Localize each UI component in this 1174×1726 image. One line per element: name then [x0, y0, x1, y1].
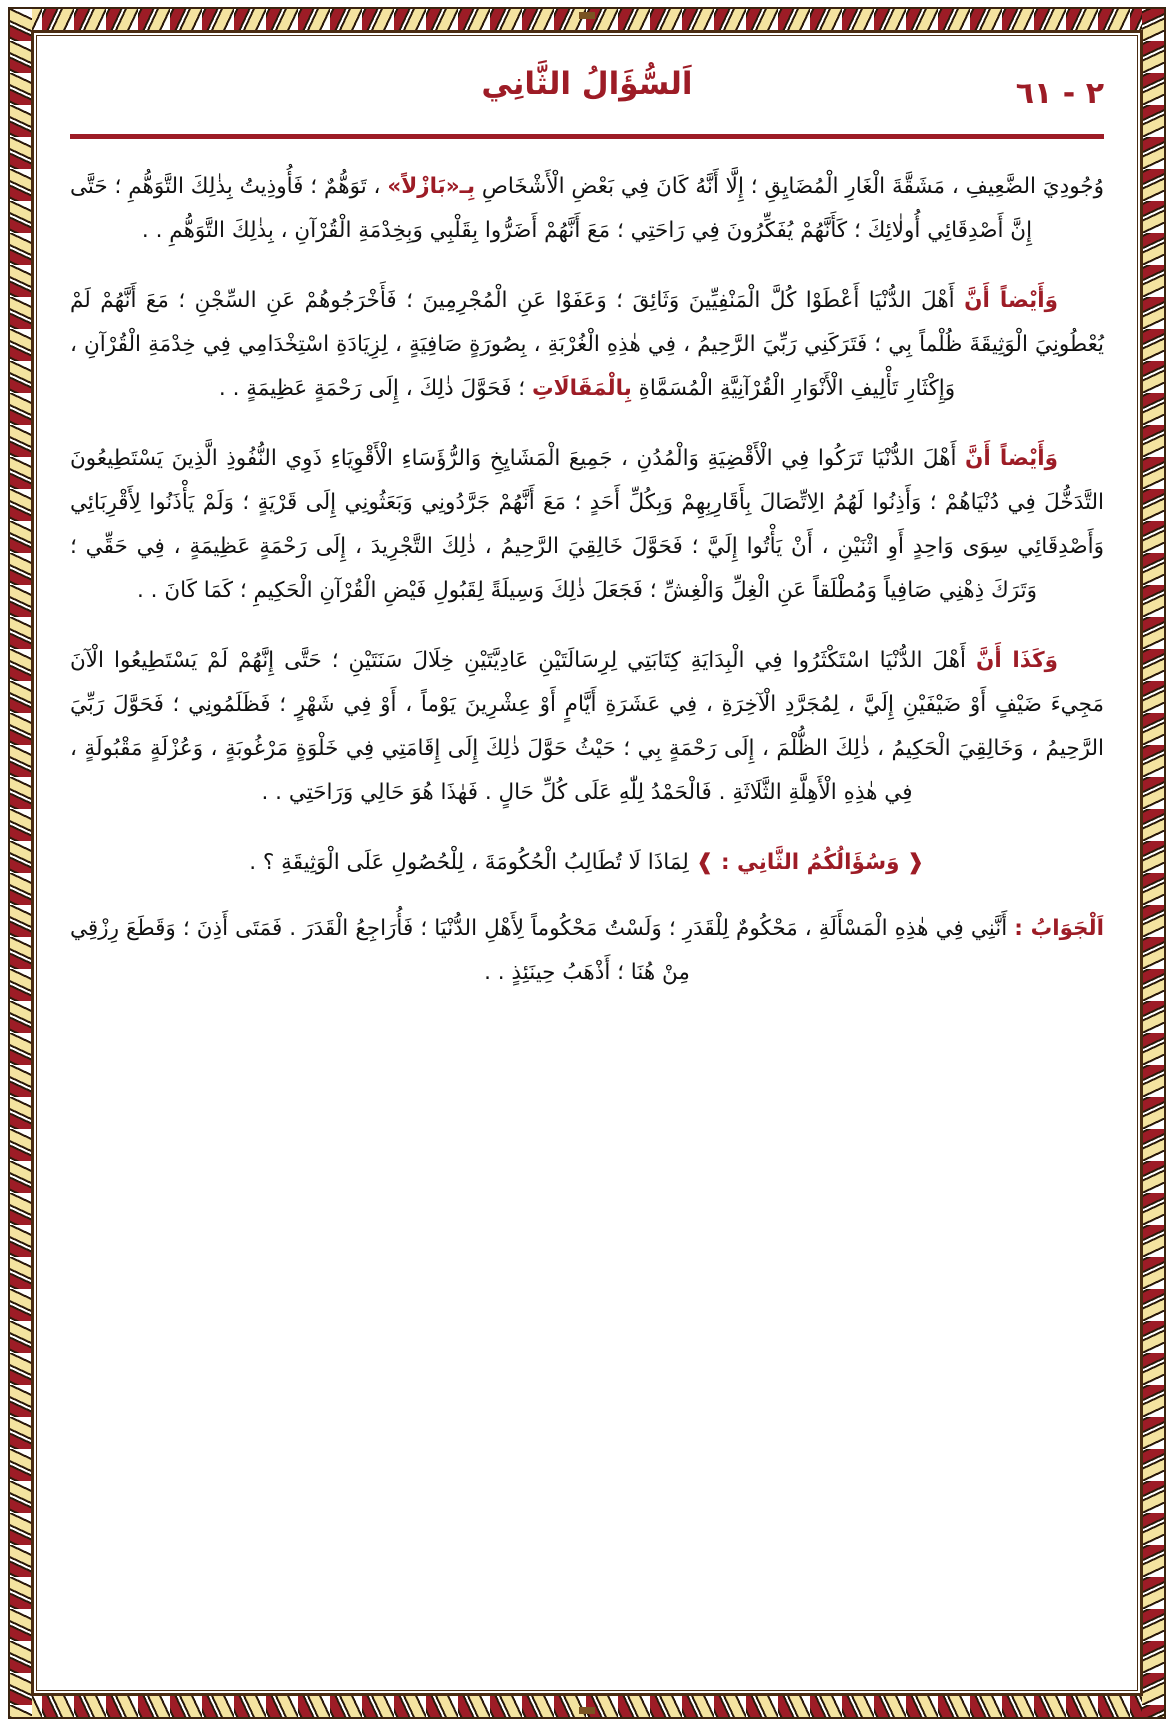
body-run: أَهْلَ الدُّنْيَا اسْتَكْثَرُوا فِي الْبِدَايَةِ كِتَابَتِي لِرِسَالَتَيْنِ عَادِيَّتَيْنِ خِلَالَ سَنَتَيْنِ ؛ حَتَّى إِنَّهُمْ لَمْ يَسْتَطِيعُوا الْآنَ مَجِيءَ ضَيْفٍ أَوْ ضَيْفَيْنِ إِلَيَّ ، لِمُجَرَّدِ الْآخِرَةِ ، فِي عَشَرَةِ أَيَّامٍ أَوْ عِشْرِينَ يَوْماً ، أَوْ فِي شَهْرٍ ؛ فَظَلَمُونِي ؛ فَحَوَّلَ رَبِّيَ الرَّحِيمُ ، وَخَالِقِيَ الْحَكِيمُ ، ذٰلِكَ الظُّلْمَ ، إِلَى رَحْمَةٍ بِي ؛ حَيْثُ حَوَّلَ ذٰلِكَ إِلَى إِقَامَتِي فِي خَلْوَةٍ مَرْغُوبَةٍ ، وَعُزْلَةٍ مَقْبُولَةٍ ، فِي هٰذِهِ الْأَهِلَّةِ الثَّلَاثَةِ . فَالْحَمْدُ لِلّٰهِ عَلَى كُلِّ حَالٍ . فَهٰذَا هُوَ حَالِي وَرَاحَتِي . . [70, 648, 1104, 805]
answer-line [70, 907, 1104, 995]
border-braid-right [1142, 9, 1164, 1717]
page-title: اَلسُّؤَالُ الثَّانِي [481, 66, 693, 102]
body-run: أَهْلَ الدُّنْيَا أَعْطَوْا كُلَّ الْمَنْفِيِّينَ وَثَائِقَ ؛ وَعَفَوْا عَنِ الْمُجْرِمِينَ ؛ فَأَخْرَجُوهُمْ عَنِ السِّجْنِ ؛ مَعَ أَنَّهُمْ لَمْ يُعْطُونِيَ الْوَثِيقَةَ ظُلْماً بِي ؛ فَتَرَكَنِي رَبِّيَ الرَّحِيمُ ، فِي هٰذِهِ الْغُرْبَةِ ، بِصُورَةٍ صَافِيَةٍ ، لِزِيَادَةِ اسْتِخْدَامِي فِي خِدْمَةِ الْقُرْآنِ ، وَإِكْثَارِ تَأْلِيفِ الْأَنْوَارِ الْقُرْآنِيَّةِ الْمُسَمَّاةِ [70, 288, 1104, 401]
ornament-left-icon: ❰ [906, 850, 925, 875]
header-divider [70, 134, 1104, 139]
question-label: وَسُؤَالُكُمُ الثَّانِي : [720, 850, 900, 875]
paragraph [70, 165, 1104, 253]
paragraph [70, 639, 1104, 815]
paragraph [70, 279, 1104, 411]
ornament-right-icon: ❱ [695, 850, 715, 875]
highlighted-phrase: بِـ«بَازْلاً» [387, 174, 476, 199]
highlighted-phrase: وَكَذَا أَنَّ [976, 648, 1058, 673]
border-pip-bottom [579, 1707, 595, 1714]
border-pip-top [579, 12, 595, 19]
border-braid-left [10, 9, 32, 1717]
body-text [70, 165, 1104, 995]
body-run: ؛ فَحَوَّلَ ذٰلِكَ ، إِلَى رَحْمَةٍ عَظِيمَةٍ . . [218, 376, 532, 401]
highlighted-phrase: بِالْمَقَالَاتِ [531, 376, 632, 401]
border-braid-bottom [10, 1695, 1164, 1717]
question-text: لِمَاذَا لَا تُطَالِبُ الْحُكُومَةَ ، لِلْحُصُولِ عَلَى الْوَثِيقَةِ ؟ . [249, 850, 689, 875]
border-braid-top [10, 9, 1164, 31]
body-run: وُجُودِيَ الضَّعِيفِ ، مَشَقَّةَ الْغَارِ الْمُضَايِقِ ؛ إِلَّا أَنَّهُ كَانَ فِي بَعْضِ الْأَشْخَاصِ [475, 174, 1104, 199]
question-line [70, 841, 1104, 885]
body-run: أَهْلَ الدُّنْيَا تَرَكُوا فِي الْأَقْضِيَةِ وَالْمُدُنِ ، جَمِيعَ الْمَشَايِخِ وَالرُّؤَسَاءِ الْأَقْوِيَاءِ ذَوِي النُّفُوذِ الَّذِينَ يَسْتَطِيعُونَ التَّدَخُّلَ فِي دُنْيَاهُمْ ؛ وَأَذِنُوا لَهُمُ الِاتِّصَالَ بِأَقَارِبِهِمْ وَبِكُلِّ أَحَدٍ ؛ مَعَ أَنَّهُمْ جَرَّدُونِي وَبَعَثُونِي إِلَى قَرْيَةٍ ؛ وَلَمْ يَأْذَنُوا لِأَقْرِبَائِي وَأَصْدِقَائِي سِوَى وَاحِدٍ أَوِ اثْنَيْنِ ، أَنْ يَأْتُوا إِلَيَّ ؛ فَحَوَّلَ خَالِقِيَ الرَّحِيمُ ، ذٰلِكَ التَّجْرِيدَ ، إِلَى رَحْمَةٍ عَظِيمَةٍ ، فِي حَقِّي ؛ وَتَرَكَ ذِهْنِي صَافِياً وَمُطْلَقاً عَنِ الْغِلِّ وَالْغِشِّ ؛ فَجَعَلَ ذٰلِكَ وَسِيلَةً لِقَبُولِ فَيْضِ الْقُرْآنِ الْحَكِيمِ ؛ كَمَا كَانَ . . [70, 446, 1104, 603]
answer-text: أَنَّنِي فِي هٰذِهِ الْمَسْأَلَةِ ، مَحْكُومٌ لِلْقَدَرِ ؛ وَلَسْتُ مَحْكُوماً لِأَهْلِ الدُّنْيَا ؛ فَأُرَاجِعُ الْقَدَرَ . فَمَتَى أَذِنَ ؛ وَقَطَعَ رِزْقِي مِنْ هُنَا ؛ أَذْهَبُ حِينَئِذٍ . . [70, 916, 1008, 985]
answer-label: اَلْجَوَابُ : [1014, 916, 1104, 941]
highlighted-phrase: وَأَيْضاً أَنَّ [965, 446, 1058, 471]
paragraph [70, 437, 1104, 613]
highlighted-phrase: وَأَيْضاً أَنَّ [964, 288, 1058, 313]
page-header [48, 52, 1126, 130]
page-content [48, 52, 1126, 1674]
page-number: ٢ - ٦١ [1015, 76, 1104, 111]
body-run: ، تَوَهُّمٌ ؛ فَأُوذِيتُ بِذٰلِكَ التَّوَهُّمِ ؛ حَتَّى إِنَّ أَصْدِقَائِي أُولٰائِكَ ؛ كَأَنَّهُمْ يُفَكِّرُونَ فِي رَاحَتِي ؛ مَعَ أَنَّهُمْ أَضَرُّوا بِقَلْبِي وَبِخِدْمَةِ الْقُرْآنِ ، بِذٰلِكَ التَّوَهُّمِ . . [70, 174, 1033, 243]
